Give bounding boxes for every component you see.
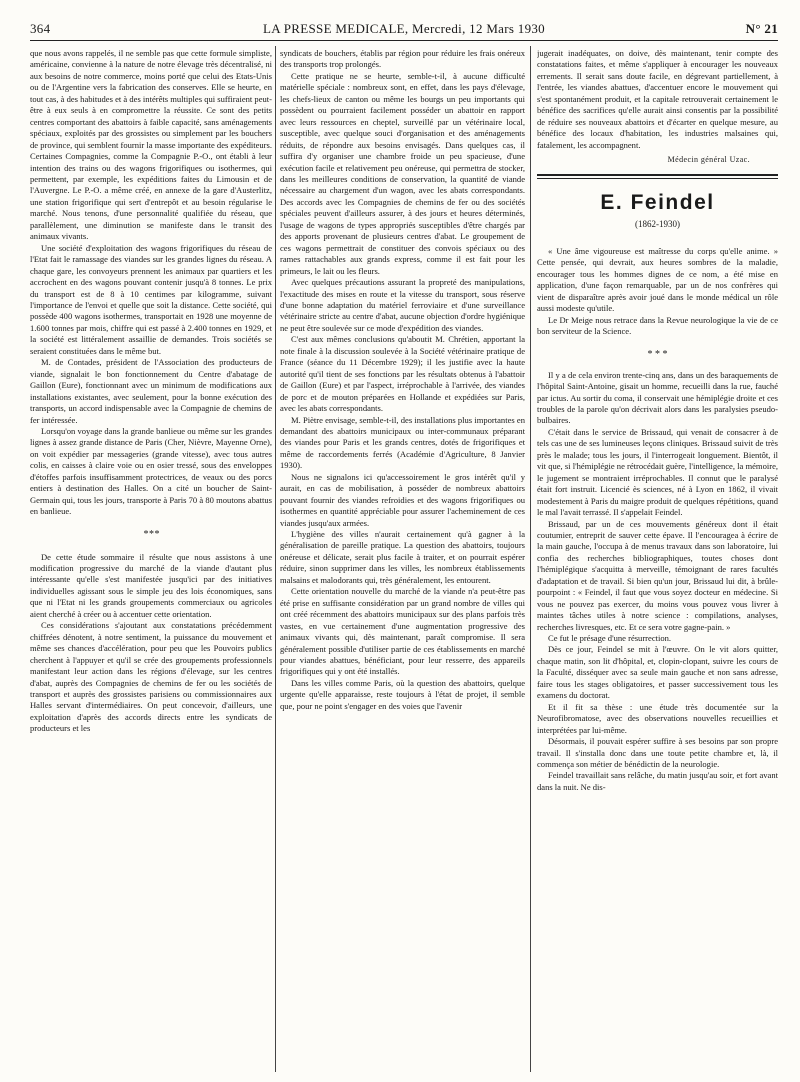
paragraph: M. de Contades, président de l'Association des producteurs de viande, signalait le bon fonctionnement du Centre d'abatage de Gaillon (Eure), fonctionnant avec un minimum de modifications aux installations existantes, avec seulement, pour la bonne exécution des transports, un accord indispensable avec la Compagnie de chemins de fer intéressée. xyxy=(30,357,272,425)
article-rule xyxy=(537,174,778,176)
paragraph: « Une âme vigoureuse est maîtresse du corps qu'elle anime. » Cette pensée, qui devrait, aux heures sombres de la maladie, encourager tous les hommes dignes de ce nom, a été mise en application, d'une façon remarquable, par un de nos confrères qui vient de disparaître après avoir joué dans le monde médical un rôle aussi modeste qu'utile. xyxy=(537,245,778,314)
paragraph: Il y a de cela environ trente-cinq ans, dans un des baraquements de l'hôpital Saint-Antoine, gisait un homme, recueilli dans la rue, fauché par ictus. Au sortir du coma, il conservait une hémiplégie droite et ces troubles de la parole qu'on décrivait alors dans les paralysies pseudo-bulbaires. xyxy=(537,369,778,426)
column-2 xyxy=(280,48,525,1078)
paragraph: C'était dans le service de Brissaud, qui venait de consacrer à de tels cas une de ses lumineuses leçons cliniques. Brissaud suivit de très près le malade; tous les jours, il l'interrogeait longuement. Bientôt, il vit que, si l'hémiplégie ne rétrocédait guère, l'intelligence, la mémoire, le jugement se montraient irréprochables. Il connut que le paralysé était fort instruit. Licencié ès sciences, né à Lyon en 1862, il vivait modestement à Paris du maigre produit de quelques répétitions, quand le mal l'avait terrassé. Il s'appelait Feindel. xyxy=(537,426,778,518)
paragraph: jugerait inadéquates, on doive, dès maintenant, tenir compte des constatations faites, et même s'appliquer à encourager les nouveaux errements. Il serait sans doute facile, en dégrevant partiellement, à l'entrée, les viandes abattues, d'accentuer encore le mouvement qui s'est spontanément produit, et la capitale retrouverait certainement le bénéfice des sacrifices qu'elle aurait ainsi consentis par la possibilité de réduire ses nouveaux abattoirs et d'écarter en quelque mesure, au bénéfice des locaux d'habitation, les industries malsaines qui, fatalement, les accompagnent. xyxy=(537,48,778,150)
journal-title: LA PRESSE MEDICALE, Mercredi, 12 Mars 1930 xyxy=(263,21,545,36)
paragraph: Désormais, il pouvait espérer suffire à ses besoins par son propre travail. Il s'installa donc dans une toute petite chambre et, là, il commença son métier de bénédictin de la neurologie. xyxy=(537,736,778,770)
paragraph: C'est aux mêmes conclusions qu'aboutit M. Chrétien, apportant la note finale à la discussion soulevée à la Société vétérinaire pratique de France (séance du 11 Décembre 1929); il les justifie avec la haute autorité qu'il tient de ses fonctions par les résultats obtenus à l'abattoir de Gaillon (Eure) et par l'aspect, irréprochable à l'arrivée, des viandes de porc et de mouton préparées en Hollande et expédiées sur Paris, avec les abats correspondants. xyxy=(280,334,525,414)
paragraph: Avec quelques précautions assurant la propreté des manipulations, l'exactitude des mises en route et la vitesse du transport, sous réserve d'une bonne adaptation du matériel ferroviaire et d'une surveillance vétérinaire stricte au centre d'abat, aucune objection d'ordre hygiénique ne peut être soulevée sur ce mode d'expédition des viandes. xyxy=(280,277,525,333)
article-rule xyxy=(537,178,778,179)
column-3 xyxy=(537,48,778,1078)
paragraph: Dès ce jour, Feindel se mit à l'œuvre. On le vit alors quitter, chaque matin, son lit d'hôpital, et, clopin-clopant, suivre les cours de la Faculté, disséquer avec sa seule main gauche et non sans adresse, faire tous les stages obligatoires, et passer successivement tous les examens du doctorat. xyxy=(537,644,778,701)
section-separator: * * * xyxy=(143,528,159,540)
column-1 xyxy=(30,48,272,1078)
paragraph: Nous ne signalons ici qu'accessoirement le gros intérêt qu'il y aurait, en cas de mobilisation, à posséder de nombreux abattoirs pouvant fournir des viandes refroidies et des wagons frigorifiques ou isothermes en quantité appréciable pour assurer l'acheminement de ces viandes jusqu'aux armées. xyxy=(280,471,525,528)
paragraph: De cette étude sommaire il résulte que nous assistons à une modification progressive du marché de la viande d'autant plus intéressante qu'elle s'est manifestée jusqu'ici par des initiatives individuelles agissant sous le simple jeu des lois économiques, sans que ni l'Etat ni les grands groupements commerciaux ou agricoles aient cherché à créer ou à accentuer cette orientation. xyxy=(30,551,272,619)
paragraph: que nous avons rappelés, il ne semble pas que cette formule simpliste, américaine, convienne à la nature de notre élevage très décentralisé, ni aux besoins de notre commerce, moins porté que celui des Etats-Unis ou de l'Argentine vers la fabrication des conserves. Elle se heurte, en tout cas, à des habitudes et à des intérêts multiples qui suffiraient peut-être à eux seuls à en compromettre la réussite. Ce sont des petits centres comportant des abattoirs à faible capacité, sans aménagements spéciaux, exploités par des grossistes ou simplement par les bouchers de province, qui semblent fournir la masse importante des expéditeurs. Certaines Compagnies, comme la Compagnie P.-O., ont établi à leur intention des trains ou des wagons frigorifiques ou isothermes, qui permettent, par exemple, les expéditions faites du Limousin et de l'Auvergne. Le P.-O. a même créé, en annexe de la gare d'Austerlitz, une station frigorifique qui sert d'entrepôt et au besoin régularise le marché. Nous tenons, d'une personnalité qualifiée du réseau, que parallèlement, une diminution se manifeste dans le transit des animaux vivants. xyxy=(30,48,272,242)
header-rule xyxy=(30,40,778,41)
obituary-title: E. Feindel xyxy=(600,190,715,214)
column-divider xyxy=(275,46,276,1072)
paragraph: Le Dr Meige nous retrace dans la Revue neurologique la vie de ce bon serviteur de la Science. xyxy=(537,314,778,337)
paragraph: syndicats de bouchers, établis par région pour réduire les frais onéreux des transports trop prolongés. xyxy=(280,48,525,70)
author-signature: Médecin général Uzac. xyxy=(667,155,750,165)
page-header xyxy=(30,21,778,39)
obituary-dates: (1862-1930) xyxy=(635,218,680,229)
issue-number: N° 21 xyxy=(745,21,778,36)
section-separator: * * * xyxy=(647,348,668,360)
column-divider xyxy=(530,46,531,1072)
paragraph: Ce fut le présage d'une résurrection. xyxy=(548,633,672,644)
paragraph: Cette orientation nouvelle du marché de la viande n'a peut-être pas été prise en suffisante considération par un grand nombre de villes qui ont créé récemment des abattoirs municipaux sur des plans parfois très vastes, en vue certainement d'une augmentation progressive des animaux vivants qui, dès maintenant, paraît compromise. Il sera généralement possible d'utiliser partie de ces établissements en marché pour viandes abattues, bénéficiant, pour leur resserre, des appareils frigorifiques qui y ont été installés. xyxy=(280,586,525,677)
paragraph: Une société d'exploitation des wagons frigorifiques du réseau de l'Etat fait le ramassage des viandes sur les grandes lignes du réseau. A chaque gare, les convoyeurs prennent les animaux par quartiers et les accrochent en des wagons pouvant contenir jusqu'à 8 tonnes. Le prix du transport est de 8 à 10 centimes par kilogramme, suivant l'importance de l'envoi et quelle que soit la distance. Cette société, qui possède 400 wagons isothermes, transportait en 1928 une moyenne de 1.600 tonnes par mois, chiffre qui est passé à 2.400 tonnes en 1929, et la société est littéralement assaillie de demandes. Trois sociétés se seraient constituées dans le même but. xyxy=(30,242,272,356)
paragraph: Cette pratique ne se heurte, semble-t-il, à aucune difficulté matérielle spéciale : nombreux sont, en effet, dans les pays d'élevage, les chefs-lieux de canton ou même les bourgs un peu importants qui possèdent ou pourraient facilement posséder un abattoir en rapport avec leurs ressources en cheptel, surveillé par un vétérinaire local, susceptible, avec quelque souci d'organisation et des aménagements réduits, de répondre aux besoins envisagés. Dans quelques cas, il suffira d'y organiser une chambre froide un peu spacieuse, d'une exécution facile et relativement peu onéreuse, qui permettra de stocker, dans les meilleures conditions de conservation, la quantité de viande nécessaire au chargement d'un wagon, avec les abats correspondants. Des accords avec les Compagnies de chemins de fer ou des sociétés spéciales peuvent d'ailleurs assurer, à des jours et heures déterminés, l'usage de wagons de types appropriés susceptibles d'être chargés par des apports provenant de plusieurs centres d'abat. Le groupement de ces wagons permettrait de constituer des convois spéciaux ou des rames rattachables aux grands express, comme il est fait pour les primeurs, le lait ou les fleurs. xyxy=(280,70,525,276)
paragraph: Feindel travaillait sans relâche, du matin jusqu'au soir, et fort avant dans la nuit. Ne dis- xyxy=(537,770,778,792)
page-number: 364 xyxy=(30,21,51,36)
paragraph: Lorsqu'on voyage dans la grande banlieue ou même sur les grandes lignes à assez grande distance de Paris (Cher, Nièvre, Mayenne Orne), on voit expédier par messageries (grande vitesse), avec tous autres colis, en caisses à claire voie ou en osier tressé, sous des enveloppes d'étoffes parfois insuffisamment protectrices, de veaux ou des porcs entiers à destination des Halles. On a cité un boucher de Saint-Germain qui, tous les jours, transporte à Paris 70 à 80 moutons abattus en banlieue. xyxy=(30,425,272,517)
paragraph: Brissaud, par un de ces mouvements généreux dont il était coutumier, entreprit de sauver cette épave. Il l'encouragea à écrire de la main gauche, l'occupa à de menus travaux dans son laboratoire, lui confia des recherches bibliographiques, toutes choses dont l'hémiplégique s'acquitta à merveille, témoignant de rares facultés d'adaptation et de travail. Si bien qu'un jour, Brissaud lui dit, à brûle-pourpoint : « Feindel, il faut que vous soyez docteur en médecine. Si vous ne pouvez pas exercer, du moins vous pouvez vous livrer à maintes tâches utiles à notre science : compilations, analyses, recherches livresques, etc. Et ce sera votre gagne-pain. » xyxy=(537,518,778,632)
paragraph: Ces considérations s'ajoutant aux constatations précédemment chiffrées dénotent, à notre sentiment, la puissance du mouvement et même ses chances d'accélération, pour peu que les Pouvoirs publics cherchent à l'appuyer et qu'il se crée des groupements professionnels manifestant leur action dans les régions d'élevage, sur les centres d'abat, auprès des Compagnies de chemins de fer ou les sociétés de transport et auprès des grossistes parisiens ou commissionnaires aux Halles servant d'intermédiaires. On peut concevoir, d'ailleurs, une exploitation d'après des accords directs entre les syndicats de producteurs et les xyxy=(30,620,272,734)
paragraph: M. Piètre envisage, semble-t-il, des installations plus importantes en demandant des abattoirs municipaux ou inter-communaux préparant des viandes pour Paris et les grands centres, dotés de frigorifiques et même de raccordements ferrés (Académie d'Agriculture, 8 Janvier 1930). xyxy=(280,414,525,471)
paragraph: L'hygiène des villes n'aurait certainement qu'à gagner à la généralisation de pareille pratique. La question des abattoirs, toujours onéreuse et délicate, serait plus facile à traiter, et on pourrait espérer réduire, sinon supprimer dans les villes, les nombreux établissements malsains et malodorants qui, très généralement, les entourent. xyxy=(280,529,525,585)
paragraph: Et il fit sa thèse : une étude très documentée sur la Neurofibromatose, avec des observations nouvelles recueillies et interprétées par lui-même. xyxy=(537,701,778,735)
paragraph: Dans les villes comme Paris, où la question des abattoirs, quelque urgente qu'elle apparaisse, reste toujours à l'état de projet, il semble que, pour ne point s'engager en des voies que l'avenir xyxy=(280,677,525,711)
